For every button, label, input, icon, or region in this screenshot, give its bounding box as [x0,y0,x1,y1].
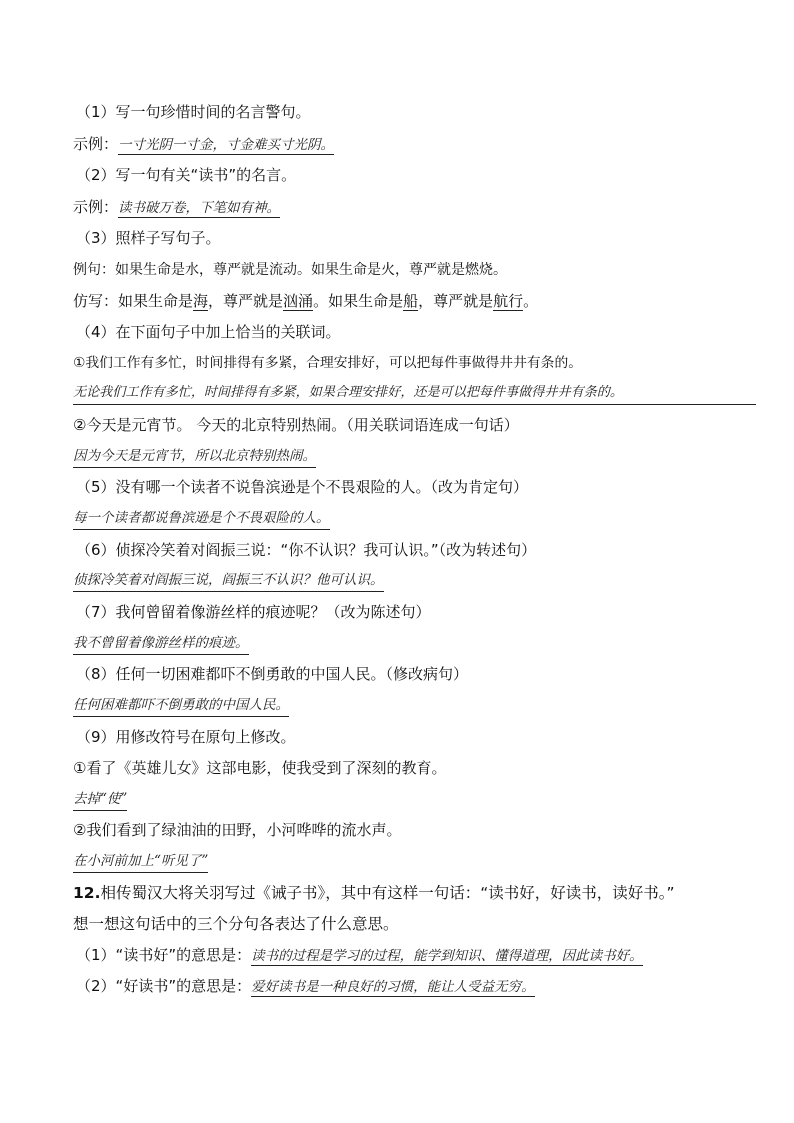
blank-1: 海 [193,292,209,310]
q4-answer-1: 无论我们工作有多忙，时间排得有多紧，如果合理安排好，还是可以把每件事做得井井有条的。 [73,383,756,405]
q9-answer-2: 在小河前加上“听见了” [73,851,208,873]
q6-answer: 侦探冷笑着对阎振三说，阎振三不认识？他可认识。 [73,570,384,592]
question-5: （5）没有哪一个读者不说鲁滨逊是个不畏艰险的人。（改为肯定句） [76,478,529,496]
question-12-line-2: 想一想这句话中的三个分句各表达了什么意思。 [73,915,399,933]
q4-answer-2: 因为今天是元宵节，所以北京特别热闹。 [73,446,316,468]
q9-answer-1: 去掉“使” [73,789,127,811]
answer-2: 读书破万卷，下笔如有神。 [118,200,281,216]
blank-3: 船 [403,292,419,310]
question-8: （8）任何一切困难都吓不倒勇敢的中国人民。（修改病句） [76,665,469,683]
example-1 [73,134,334,155]
example-label: 示例： [73,135,119,153]
example-sentence: 例句：如果生命是水，尊严就是流动。如果生命是火，尊严就是燃烧。 [73,262,507,278]
q12-answer-1: 读书的过程是学习的过程，能学到知识、懂得道理，因此读书好。 [251,948,643,964]
answer-1: 一寸光阴一寸金，寸金难买寸光阴。 [118,137,335,153]
question-6: （6）侦探冷笑着对阎振三说：“你不认识？我可认识。”（改为转述句） [76,541,537,559]
q4-sentence-2: ②今天是元宵节。 今天的北京特别热闹。（用关联词语连成一句话） [73,416,519,434]
blank-4: 航行 [493,292,524,310]
question-1: （1）写一句珍惜时间的名言警句。 [76,103,311,121]
example-label: 示例： [73,198,119,216]
imitation-sentence: 仿写：如果生命是海，尊严就是汹涌。如果生命是船，尊严就是航行。 [73,292,539,310]
q9-sentence-1: ①看了《英雄儿女》这部电影，使我受到了深刻的教育。 [73,759,447,777]
q12-part-2: （2）“好读书”的意思是：爱好读书是一种良好的习惯，能让人受益无穷。 [76,977,535,995]
question-2: （2）写一句有关“读书”的名言。 [76,166,297,184]
question-9: （9）用修改符号在原句上修改。 [76,728,296,746]
example-2 [73,197,280,218]
q4-sentence-1: ①我们工作有多忙，时间排得有多紧，合理安排好，可以把每件事做得井井有条的。 [73,355,583,371]
q9-sentence-2: ②我们看到了绿油油的田野，小河哗哗的流水声。 [73,821,402,839]
question-3: （3）照样子写句子。 [76,229,221,247]
q7-answer: 我不曾留着像游丝样的痕迹。 [73,633,249,655]
q8-answer: 任何困难都吓不倒勇敢的中国人民。 [73,695,289,717]
blank-2: 汹涌 [283,292,314,310]
question-7: （7）我何曾留着像游丝样的痕迹呢？（改为陈述句） [76,603,431,621]
q5-answer: 每一个读者都说鲁滨逊是个不畏艰险的人。 [73,508,330,530]
question-4: （4）在下面句子中加上恰当的关联词。 [76,323,341,341]
question-number: 12. [73,884,101,902]
q12-answer-2: 爱好读书是一种良好的习惯，能让人受益无穷。 [251,979,535,995]
q12-part-1: （1）“读书好”的意思是：读书的过程是学习的过程，能学到知识、懂得道理，因此读书好。 [76,946,643,964]
question-12: 12.相传蜀汉大将关羽写过《诫子书》，其中有这样一句话：“读书好，好读书，读好书。” [73,884,675,902]
